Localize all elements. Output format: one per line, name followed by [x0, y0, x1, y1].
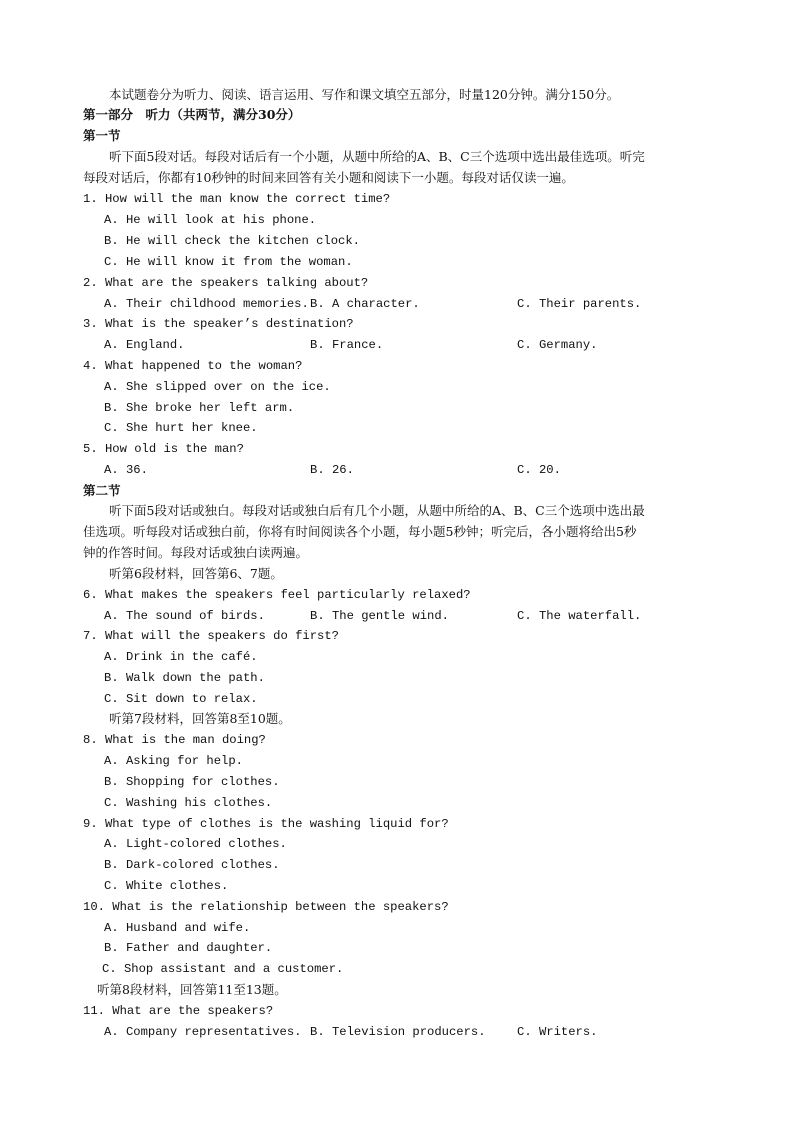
question-stem: 9. What type of clothes is the washing liquid for? [83, 817, 449, 831]
question-stem: 5. How old is the man? [83, 442, 244, 456]
option-b: B. France. [310, 338, 384, 352]
option-b: B. Dark-colored clothes. [104, 858, 280, 872]
question-stem: 6. What makes the speakers feel particularly relaxed? [83, 588, 471, 602]
option-c: C. White clothes. [104, 879, 229, 893]
section1-instruction: 每段对话后，你都有10秒钟的时间来回答有关小题和阅读下一小题。每段对话仅读一遍。 [83, 170, 574, 185]
option-c: C. He will know it from the woman. [104, 255, 353, 269]
option-c: C. Writers. [517, 1025, 598, 1039]
question-stem: 8. What is the man doing? [83, 733, 266, 747]
question-stem: 11. What are the speakers? [83, 1004, 274, 1018]
option-b: B. Walk down the path. [104, 671, 265, 685]
material-instruction: 听第7段材料，回答第8至10题。 [109, 711, 291, 726]
option-b: B. Father and daughter. [104, 941, 273, 955]
option-a: A. She slipped over on the ice. [104, 380, 331, 394]
material-instruction: 听第8段材料，回答第11至13题。 [97, 982, 287, 997]
option-a: A. Company representatives. [104, 1025, 302, 1039]
question-stem: 10. What is the relationship between the speakers? [83, 900, 449, 914]
option-c: C. The waterfall. [517, 609, 642, 623]
option-a: A. He will look at his phone. [104, 213, 317, 227]
intro-text: 本试题卷分为听力、阅读、语言运用、写作和课文填空五部分，时量120分钟。满分150分。 [109, 87, 620, 102]
option-b: B. Television producers. [310, 1025, 486, 1039]
question-stem: 3. What is the speaker’s destination? [83, 317, 354, 331]
option-a: A. Light-colored clothes. [104, 837, 287, 851]
option-b: B. A character. [310, 297, 420, 311]
option-c: C. She hurt her knee. [104, 421, 258, 435]
option-a: A. 36. [104, 463, 148, 477]
option-c: C. Shop assistant and a customer. [102, 962, 344, 976]
section1-instruction: 听下面5段对话。每段对话后有一个小题，从题中所给的A、B、C三个选项中选出最佳选项。听完 [109, 149, 645, 164]
section2-instruction: 佳选项。听每段对话或独白前，你将有时间阅读各个小题，每小题5秒钟；听完后，各小题将给出5秒 [83, 524, 637, 539]
option-a: A. England. [104, 338, 185, 352]
question-stem: 1. How will the man know the correct time? [83, 192, 391, 206]
option-a: A. The sound of birds. [104, 609, 265, 623]
section2-title: 第二节 [83, 483, 121, 498]
question-stem: 4. What happened to the woman? [83, 359, 303, 373]
option-c: C. Sit down to relax. [104, 692, 258, 706]
material-instruction: 听第6段材料，回答第6、7题。 [109, 566, 283, 581]
option-c: C. Their parents. [517, 297, 642, 311]
part1-title: 第一部分 听力（共两节，满分30分） [83, 107, 301, 122]
option-b: B. He will check the kitchen clock. [104, 234, 360, 248]
option-b: B. 26. [310, 463, 354, 477]
option-b: B. The gentle wind. [310, 609, 449, 623]
option-c: C. 20. [517, 463, 561, 477]
section2-instruction: 听下面5段对话或独白。每段对话或独白后有几个小题，从题中所给的A、B、C三个选项中选出最 [109, 503, 645, 518]
option-c: C. Washing his clothes. [104, 796, 273, 810]
option-b: B. She broke her left arm. [104, 401, 295, 415]
question-stem: 2. What are the speakers talking about? [83, 276, 369, 290]
section2-instruction: 钟的作答时间。每段对话或独白读两遍。 [83, 545, 309, 560]
section1-title: 第一节 [83, 128, 121, 143]
option-a: A. Their childhood memories. [104, 297, 309, 311]
option-a: A. Husband and wife. [104, 921, 251, 935]
option-b: B. Shopping for clothes. [104, 775, 280, 789]
option-a: A. Asking for help. [104, 754, 243, 768]
option-a: A. Drink in the café. [104, 650, 258, 664]
option-c: C. Germany. [517, 338, 598, 352]
question-stem: 7. What will the speakers do first? [83, 629, 339, 643]
